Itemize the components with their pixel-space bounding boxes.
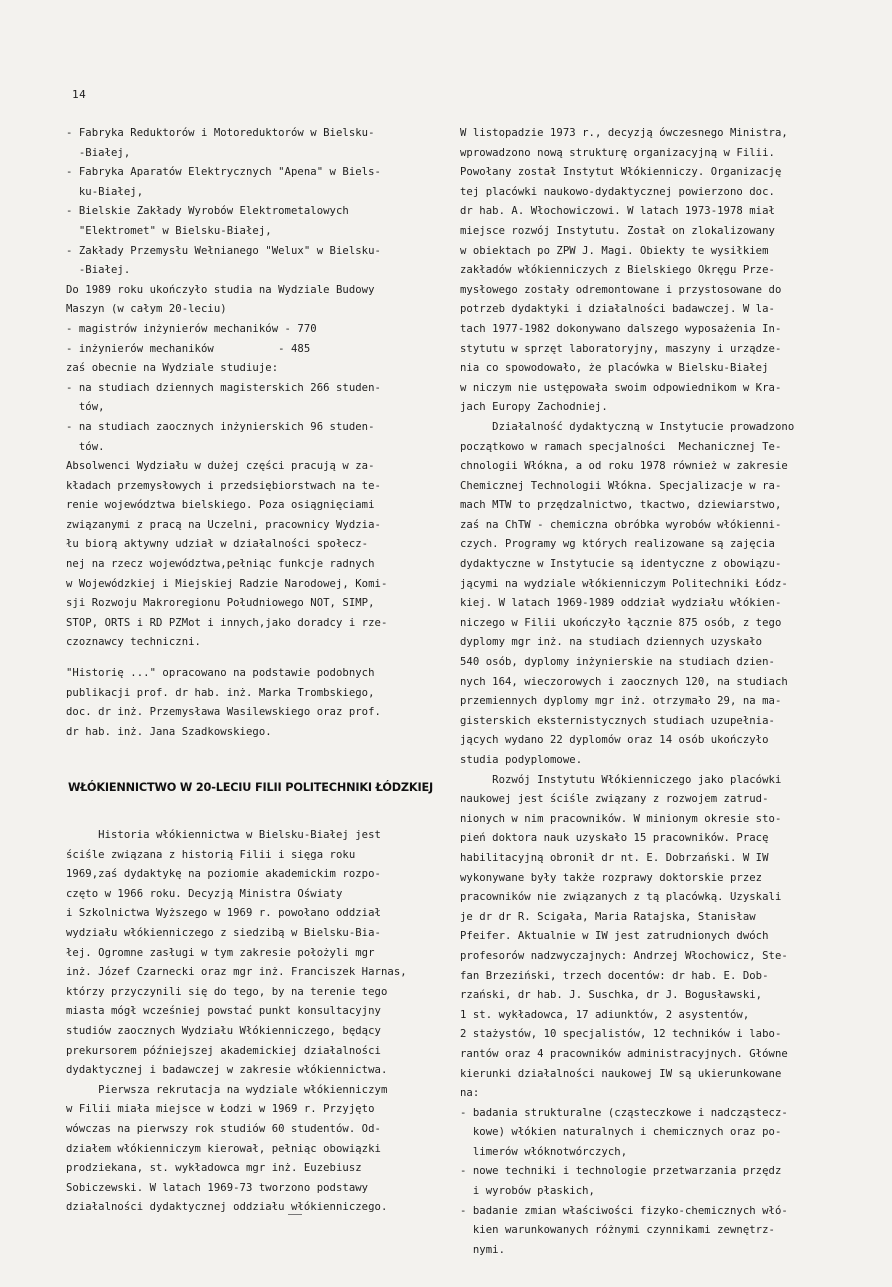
text-line: profesorów nadzwyczajnych: Andrzej Włochowicz, Ste-	[460, 949, 788, 962]
text-line: pień doktora nauk uzyskało 15 pracowników. Pracę	[460, 832, 769, 845]
text-line: jących wydano 22 dyplomów oraz 14 osób ukończyło	[460, 734, 769, 747]
text-line: - nowe techniki i technologie przetwarzania przędz	[460, 1165, 782, 1178]
text-line: Absolwenci Wydziału w dużej części pracują w za-	[66, 460, 375, 473]
text-line: nej na rzecz województwa,pełniąc funkcje radnych	[66, 558, 375, 571]
text-line: działalności dydaktycznej oddziału włókienniczego.	[66, 1201, 388, 1214]
text-line: zaś na ChTW - chemiczna obróbka wyrobów włókienni-	[460, 518, 782, 531]
text-line: zakładów włókienniczych z Bielskiego Okręgu Prze-	[460, 264, 775, 277]
text-line: Powołany został Instytut Włókienniczy. Organizację	[460, 166, 782, 179]
text-line: rzański, dr hab. J. Suschka, dr J. Bogusławski,	[460, 989, 763, 1002]
text-line: częto w 1966 roku. Decyzją Ministra Oświaty	[66, 887, 343, 900]
text-line: jącymi na wydziale włókienniczym Politechniki Łódz-	[460, 577, 788, 590]
text-line: renie województwa bielskiego. Poza osiągnięciami	[66, 499, 375, 512]
text-line: niczego w Filii ukończyło łącznie 875 osób, z tego	[460, 616, 782, 629]
text-line: 540 osób, dyplomy inżynierskie na studiach dzien-	[460, 656, 775, 669]
text-line: mysłowego zostały odremontowane i przystosowane do	[460, 283, 782, 296]
text-line: - Zakłady Przemysłu Wełnianego "Welux" w Bielsku-	[66, 244, 381, 257]
text-line: 1 st. wykładowca, 17 adiunktów, 2 asystentów,	[460, 1008, 750, 1021]
text-line: i Szkolnictwa Wyższego w 1969 r. powołano oddział	[66, 907, 381, 920]
text-line: związanymi z pracą na Uczelni, pracownicy Wydzia-	[66, 518, 381, 531]
text-line: i wyrobów płaskich,	[460, 1185, 595, 1198]
text-line	[66, 653, 436, 664]
text-line: -Białej.	[66, 264, 131, 277]
text-line: naukowej jest ściśle związany z rozwojem zatrud-	[460, 793, 769, 806]
text-line: miejsce rozwój Instytutu. Został on zlokalizowany	[460, 224, 775, 237]
text-line: - magistrów inżynierów mechaników - 770	[66, 322, 317, 335]
text-line: Rozwój Instytutu Włókienniczego jako placówki	[460, 773, 782, 786]
right-column	[460, 124, 840, 1260]
text-line: w obiektach po ZPW J. Magi. Obiekty te wysiłkiem	[460, 244, 769, 257]
text-line: czych. Programy wg których realizowane są zajęcia	[460, 538, 775, 551]
text-line: mach MTW to przędzalnictwo, tkactwo, dziewiarstwo,	[460, 499, 782, 512]
text-line: Pfeifer. Aktualnie w IW jest zatrudnionych dwóch	[460, 930, 769, 943]
text-line: gisterskich eksternistycznych studiach uzupełnia-	[460, 714, 775, 727]
text-line: wydziału włókienniczego z siedzibą w Bielsku-Bia-	[66, 926, 381, 939]
text-line: łu biorą aktywny udział w działalności społecz-	[66, 538, 369, 551]
text-line: pracowników nie związanych z tą placówką. Uzyskali	[460, 891, 782, 904]
text-line: nymi.	[460, 1243, 505, 1256]
text-line: fan Brzeziński, trzech docentów: dr hab. E. Dob-	[460, 969, 769, 982]
text-line: kładach przemysłowych i przedsiębiorstwach na te-	[66, 479, 381, 492]
text-line: Pierwsza rekrutacja na wydziale włókienniczym	[66, 1083, 388, 1096]
text-line: kien warunkowanych różnymi czynnikami zewnętrz-	[460, 1224, 775, 1237]
text-line: studia podyplomowe.	[460, 754, 583, 766]
text-line: tów.	[66, 440, 105, 453]
text-line: Działalność dydaktyczną w Instytucie prowadzono	[460, 420, 795, 433]
text-line: inż. Józef Czarnecki oraz mgr inż. Franciszek Harnas,	[66, 966, 407, 979]
text-line: 1969,zaś dydaktykę na poziomie akademickim rozpo-	[66, 868, 381, 881]
text-line: przemiennych dyplomy mgr inż. otrzymało 29, na ma-	[460, 695, 782, 708]
text-line: - Bielskie Zakłady Wyrobów Elektrometalowych	[66, 205, 349, 218]
text-line: ściśle związana z historią Filii i sięga roku	[66, 848, 356, 861]
text-line: działem włókienniczym kierował, pełniąc obowiązki	[66, 1142, 381, 1155]
text-line: - na studiach dziennych magisterskich 266 studen-	[66, 381, 381, 394]
text-line: studiów zaocznych Wydziału Włókienniczego, będący	[66, 1024, 381, 1037]
text-line: w niczym nie ustępowała swoim odpowiednikom w Kra-	[460, 381, 782, 394]
text-line: czoznawcy techniczni.	[66, 636, 201, 649]
text-line: Chemicznej Technologii Włókna. Specjalizacje w ra-	[460, 479, 782, 492]
text-line: dr hab. A. Włochowiczowi. W latach 1973-1978 miał	[460, 205, 775, 218]
text-line: "Historię ..." opracowano na podstawie podobnych	[66, 667, 375, 680]
text-line: Historia włókiennictwa w Bielsku-Białej jest	[66, 829, 381, 841]
text-line: sji Rozwoju Makroregionu Południowego NOT, SIMP,	[66, 597, 375, 610]
text-line: wówczas na pierwszy rok studiów 60 studentów. Od-	[66, 1122, 381, 1135]
text-line: którzy przyczynili się do tego, by na terenie tego	[66, 985, 388, 998]
text-line: tów,	[66, 401, 105, 414]
text-line: nia co spowodowało, że placówka w Bielsku-Białej	[460, 362, 769, 375]
text-line: tach 1977-1982 dokonywano dalszego wyposażenia In-	[460, 322, 782, 335]
text-line: chnologii Włókna, a od roku 1978 również w zakresie	[460, 460, 788, 473]
text-line: zaś obecnie na Wydziale studiuje:	[66, 362, 279, 375]
text-line: - Fabryka Aparatów Elektrycznych "Apena" w Biels-	[66, 166, 381, 179]
text-line: je dr dr R. Scigała, Maria Ratajska, Stanisław	[460, 910, 756, 923]
text-line: łej. Ogromne zasługi w tym zakresie położyli mgr	[66, 946, 375, 959]
text-line: w Filii miała miejsce w Łodzi w 1969 r. Przyjęto	[66, 1103, 375, 1116]
text-line: jach Europy Zachodniej.	[460, 401, 608, 414]
section-heading: WŁÓKIENNICTWO W 20-LECIU FILII POLITECHNIKI ŁÓDZKIEJ	[68, 781, 433, 794]
text-line: publikacji prof. dr hab. inż. Marka Trombskiego,	[66, 686, 375, 699]
text-line: stytutu w sprzęt laboratoryjny, maszyny i urządze-	[460, 342, 782, 355]
text-line: - inżynierów mechaników - 485	[66, 342, 311, 355]
text-line: limerów włóknotwórczych,	[460, 1145, 628, 1158]
text-line: w Wojewódzkiej i Miejskiej Radzie Narodowej, Komi-	[66, 577, 388, 590]
text-line: dyplomy mgr inż. na studiach dziennych uzyskało	[460, 636, 763, 649]
page-number: 14	[72, 88, 87, 101]
text-line: rantów oraz 4 pracowników administracyjnych. Główne	[460, 1047, 788, 1060]
text-line: - badania strukturalne (cząsteczkowe i nadcząstecz-	[460, 1106, 788, 1119]
text-line: nionych w nim pracowników. W minionym okresie sto-	[460, 812, 782, 825]
text-line: prekursorem późniejszej akademickiej działalności	[66, 1044, 381, 1057]
text-line: doc. dr inż. Przemysława Wasilewskiego oraz prof.	[66, 706, 381, 719]
text-line: - badanie zmian właściwości fizyko-chemicznych włó-	[460, 1204, 788, 1217]
left-column-bottom	[66, 826, 436, 1218]
text-line: nych 164, wieczorowych i zaocznych 120, na studiach	[460, 675, 788, 688]
page-mark	[288, 1214, 302, 1215]
text-line: habilitacyjną obronił dr nt. E. Dobrzański. W IW	[460, 851, 769, 864]
text-line: 2 stażystów, 10 specjalistów, 12 techników i labo-	[460, 1028, 782, 1041]
text-line: - Fabryka Reduktorów i Motoreduktorów w Bielsku-	[66, 127, 375, 139]
text-line: potrzeb dydaktyki i działalności badawczej. W la-	[460, 303, 775, 316]
text-line: -Białej,	[66, 146, 131, 159]
text-line: początkowo w ramach specjalności Mechanicznej Te-	[460, 440, 782, 453]
text-line: prodziekana, st. wykładowca mgr inż. Euzebiusz	[66, 1162, 362, 1175]
text-line: miasta mógł wcześniej powstać punkt konsultacyjny	[66, 1005, 381, 1018]
text-line: ku-Białej,	[66, 185, 144, 198]
left-column-top	[66, 124, 436, 742]
text-line: kierunki działalności naukowej IW są ukierunkowane	[460, 1067, 782, 1080]
text-line: Maszyn (w całym 20-leciu)	[66, 303, 227, 316]
text-line: wykonywane były także rozprawy doktorskie przez	[460, 871, 763, 884]
text-line: - na studiach zaocznych inżynierskich 96 studen-	[66, 420, 375, 433]
text-line: W listopadzie 1973 r., decyzją ówczesnego Ministra,	[460, 127, 788, 139]
text-line: dydaktyczne w Instytucie są identyczne z obowiązu-	[460, 558, 782, 571]
text-line: kiej. W latach 1969-1989 oddział wydziału włókien-	[460, 597, 782, 610]
text-line: dydaktycznej i badawczej w zakresie włókiennictwa.	[66, 1064, 388, 1077]
text-line: na:	[460, 1087, 480, 1100]
text-line: wprowadzono nową strukturę organizacyjną w Filii.	[460, 146, 775, 159]
text-line: kowe) włókien naturalnych i chemicznych oraz po-	[460, 1126, 782, 1139]
text-line: "Elektromet" w Bielsku-Białej,	[66, 224, 272, 237]
text-line: tej placówki naukowo-dydaktycznej powierzono doc.	[460, 185, 775, 198]
text-line: Sobiczewski. W latach 1969-73 tworzono podstawy	[66, 1181, 369, 1194]
text-line: dr hab. inż. Jana Szadkowskiego.	[66, 725, 272, 738]
text-line: Do 1989 roku ukończyło studia na Wydziale Budowy	[66, 283, 375, 296]
text-line: STOP, ORTS i RD PZMot i innych,jako doradcy i rze-	[66, 616, 388, 629]
